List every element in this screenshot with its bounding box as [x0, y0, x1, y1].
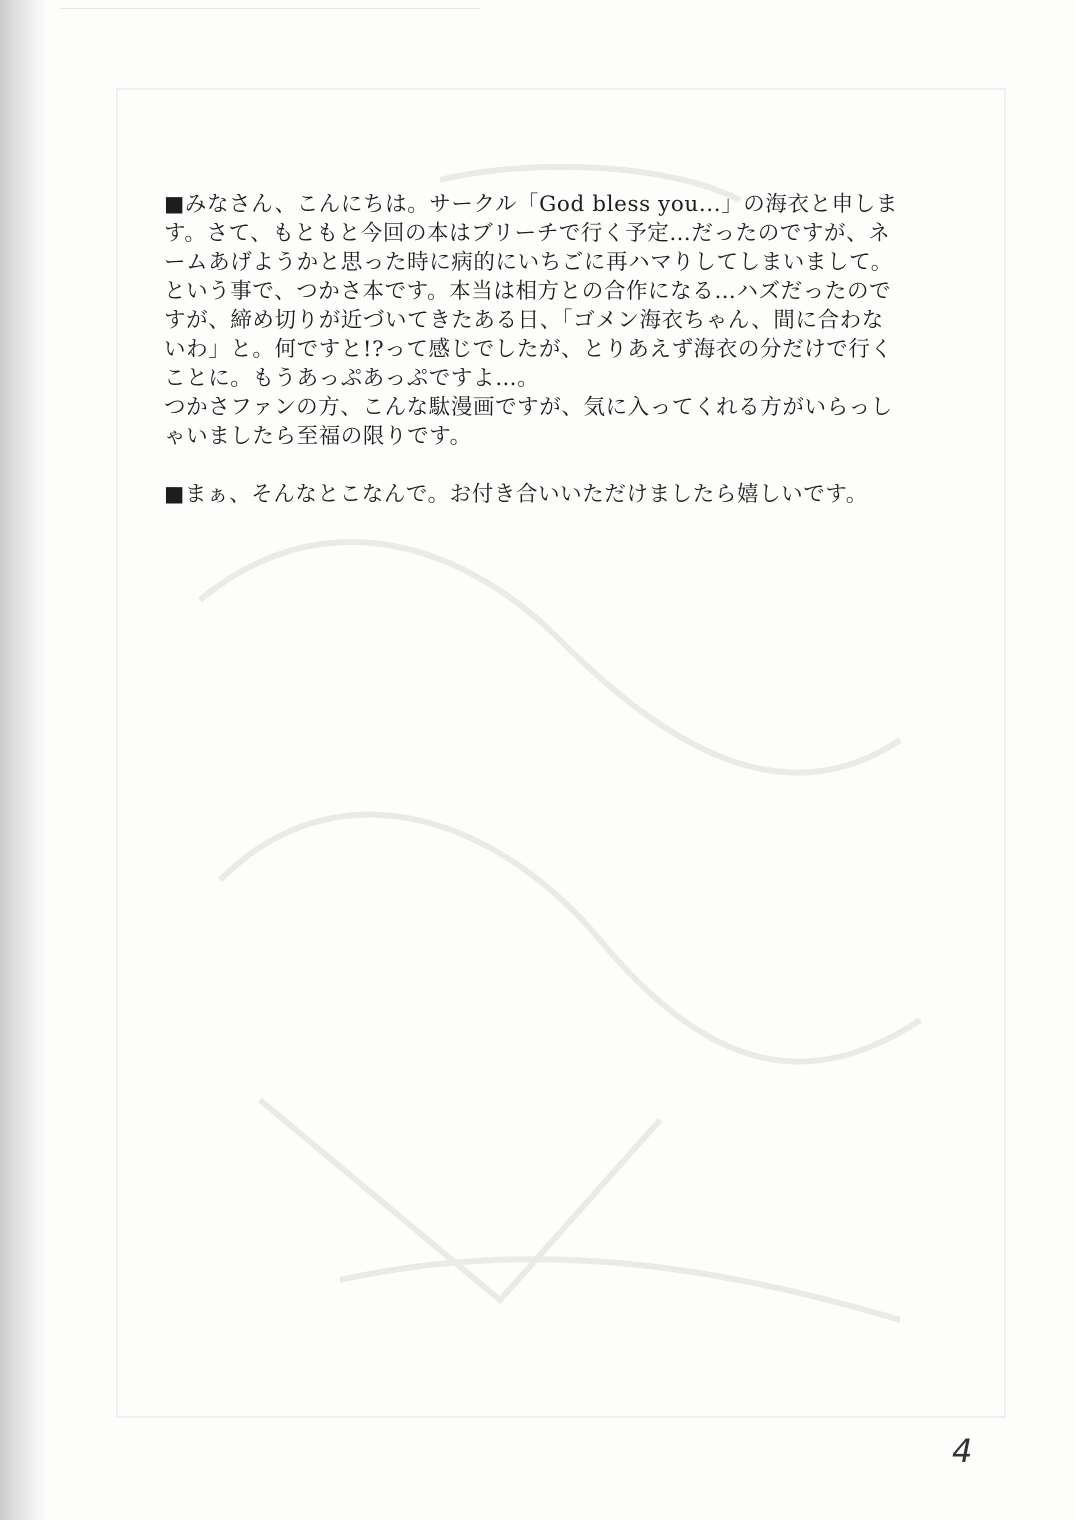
- text-line: す。さて、もともと今回の本はブリーチで行く予定…だったのですが、ネ: [164, 221, 891, 246]
- text-line: すが、締め切りが近づいてきたある日、「ゴメン海衣ちゃん、間に合わな: [164, 308, 884, 333]
- paragraph-1: [164, 190, 954, 451]
- text-line: ゃいましたら至福の限りです。: [164, 424, 472, 449]
- paragraph-gap: [164, 451, 954, 480]
- text-line: ■みなさん、こんにちは。サークル「God bless you...」の海衣と申しま: [164, 192, 898, 217]
- text-line: という事で、つかさ本です。本当は相方との合作になる…ハズだったので: [164, 279, 892, 304]
- text-line: つかさファンの方、こんな駄漫画ですが、気に入ってくれる方がいらっし: [164, 395, 893, 420]
- paragraph-2: [164, 480, 954, 509]
- binding-shadow: [0, 0, 46, 1520]
- author-note-text: [164, 190, 954, 509]
- text-line: ことに。もうあっぷあっぷですよ…。: [164, 366, 540, 391]
- text-line: ■まぁ、そんなとこなんで。お付き合いいただけましたら嬉しいです。: [164, 482, 868, 507]
- text-line: いわ」と。何ですと!?って感じでしたが、とりあえず海衣の分だけで行く: [164, 337, 893, 362]
- page-number: 4: [952, 1432, 973, 1470]
- page-top-edge: [60, 0, 480, 9]
- text-line: ームあげようかと思った時に病的にいちごに再ハマりしてしまいまして。: [164, 250, 893, 275]
